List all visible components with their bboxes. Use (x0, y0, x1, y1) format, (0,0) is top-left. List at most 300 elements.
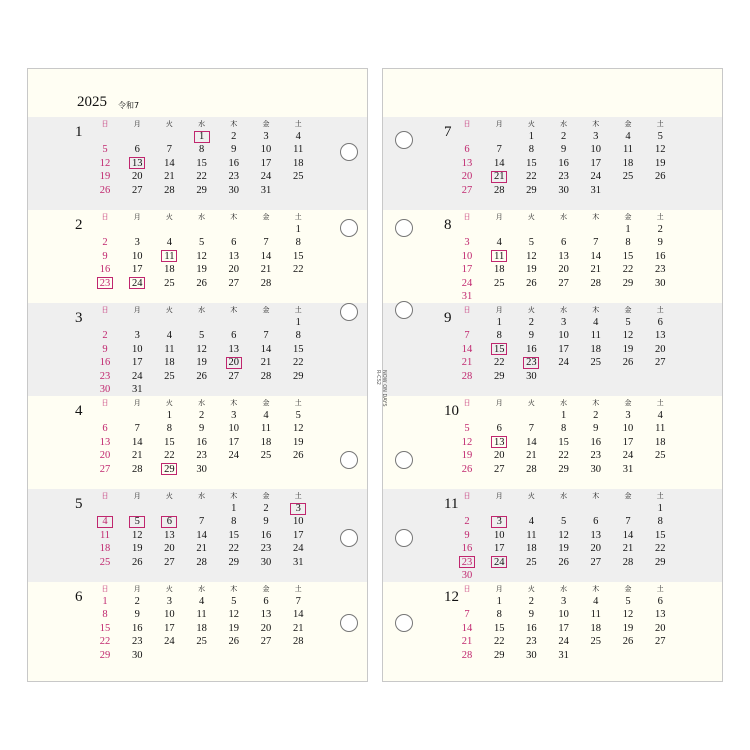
day-cell: 27 (228, 277, 240, 289)
day-cell: 26 (461, 463, 473, 475)
day-cell: 5 (134, 516, 140, 528)
day-cell: 6 (166, 516, 173, 528)
month-number: 12 (444, 589, 459, 605)
day-cell: 17 (131, 264, 143, 276)
left-page (27, 68, 368, 682)
day-cell: 12 (196, 343, 207, 355)
day-cell: 8 (496, 609, 502, 621)
day-cell: 11 (99, 529, 111, 541)
weekday-header: 火 (165, 492, 173, 500)
month-number: 8 (444, 217, 452, 233)
day-cell: 13 (558, 250, 569, 262)
weekday-header: 金 (624, 120, 632, 128)
day-cell: 27 (99, 463, 111, 475)
weekday-header: 火 (527, 492, 535, 500)
day-cell: 24 (292, 543, 304, 555)
day-cell: 22 (292, 357, 304, 369)
day-cell: 22 (164, 450, 175, 462)
day-cell: 28 (196, 556, 207, 568)
day-cell: 14 (292, 609, 304, 621)
day-cell: 22 (196, 171, 207, 183)
weekday-header: 木 (592, 213, 600, 221)
day-cell: 21 (260, 264, 272, 276)
weekday-header: 金 (624, 492, 632, 500)
day-cell: 31 (558, 649, 569, 661)
day-cell: 2 (231, 131, 237, 142)
day-cell: 16 (196, 436, 207, 448)
day-cell: 8 (166, 423, 173, 435)
day-cell: 21 (260, 357, 272, 369)
weekday-header: 木 (592, 306, 600, 314)
day-cell: 10 (622, 423, 634, 435)
day-cell: 9 (593, 423, 599, 435)
binder-ring-hole (340, 303, 358, 321)
day-cell: 12 (654, 144, 666, 156)
day-cell: 15 (292, 343, 304, 355)
day-cell: 7 (528, 423, 535, 435)
day-cell: 28 (131, 463, 143, 475)
day-cell: 16 (99, 357, 111, 369)
day-cell: 1 (657, 503, 663, 514)
weekday-header: 月 (495, 120, 503, 128)
month-number: 9 (444, 310, 452, 326)
weekday-header: 木 (230, 306, 238, 314)
weekday-header: 日 (101, 213, 109, 221)
day-cell: 2 (528, 596, 535, 607)
day-cell: 25 (590, 357, 602, 369)
day-cell: 5 (560, 516, 567, 528)
day-cell: 17 (164, 622, 175, 634)
binder-ring-hole (340, 614, 358, 632)
day-cell: 13 (590, 529, 602, 541)
day-cell: 21 (526, 450, 537, 462)
weekday-header: 木 (230, 585, 238, 593)
day-cell: 9 (198, 423, 205, 435)
brand-name: NOW ON DAYS (381, 370, 387, 407)
day-cell: 12 (196, 250, 207, 262)
weekday-header: 火 (165, 120, 173, 128)
day-cell: 9 (657, 237, 663, 249)
day-cell: 3 (134, 237, 140, 249)
day-cell: 4 (295, 131, 301, 142)
weekday-header: 金 (262, 120, 270, 128)
day-cell: 10 (131, 343, 143, 355)
weekday-header: 月 (133, 306, 141, 314)
day-cell: 21 (164, 171, 175, 183)
month-number: 11 (444, 496, 459, 512)
day-cell: 25 (164, 370, 175, 382)
day-cell: 23 (526, 636, 537, 648)
weekday-header: 木 (592, 492, 600, 500)
day-cell: 23 (654, 264, 666, 276)
day-cell: 19 (99, 171, 111, 183)
day-cell: 3 (295, 503, 301, 514)
day-cell: 14 (164, 157, 175, 169)
day-cell: 20 (654, 622, 666, 634)
month-number: 5 (75, 496, 83, 512)
day-cell: 4 (166, 330, 173, 342)
day-cell: 3 (134, 330, 140, 342)
weekday-header: 水 (560, 492, 568, 500)
weekday-header: 日 (101, 585, 109, 593)
day-cell: 17 (131, 357, 143, 369)
day-cell: 19 (622, 622, 634, 634)
day-cell: 4 (263, 410, 269, 421)
day-cell: 30 (590, 463, 602, 475)
day-cell: 23 (558, 171, 569, 183)
day-cell: 5 (231, 596, 237, 607)
day-cell: 4 (657, 410, 663, 421)
day-cell: 8 (102, 609, 108, 621)
day-cell: 1 (295, 317, 301, 328)
day-cell: 28 (260, 370, 272, 382)
day-cell: 5 (625, 596, 631, 607)
day-cell: 19 (461, 450, 473, 462)
day-cell: 19 (292, 436, 304, 448)
day-cell: 10 (131, 250, 143, 262)
weekday-header: 土 (656, 306, 664, 314)
day-cell: 14 (131, 436, 143, 448)
month-number: 6 (75, 589, 83, 605)
day-cell: 9 (560, 144, 567, 156)
day-cell: 28 (526, 463, 537, 475)
day-cell: 26 (131, 556, 143, 568)
day-cell: 2 (528, 317, 535, 328)
day-cell: 10 (461, 250, 473, 262)
binder-ring-hole (340, 219, 358, 237)
day-cell: 7 (198, 516, 205, 528)
weekday-header: 土 (294, 492, 302, 500)
binder-ring-hole (395, 301, 413, 319)
day-cell: 1 (295, 224, 301, 235)
day-cell: 26 (558, 556, 569, 568)
day-cell: 1 (496, 317, 502, 328)
day-cell: 18 (526, 543, 537, 555)
day-cell: 4 (593, 596, 599, 607)
day-cell: 6 (496, 423, 502, 435)
day-cell: 19 (196, 264, 207, 276)
day-cell: 16 (590, 436, 602, 448)
day-cell: 17 (622, 436, 634, 448)
day-cell: 16 (260, 529, 272, 541)
weekday-header: 木 (230, 120, 238, 128)
day-cell: 23 (228, 171, 240, 183)
day-cell: 20 (228, 264, 240, 276)
weekday-header: 金 (262, 585, 270, 593)
day-cell: 30 (228, 184, 240, 196)
day-cell: 5 (295, 410, 301, 421)
day-cell: 20 (131, 171, 143, 183)
day-cell: 16 (99, 264, 111, 276)
weekday-header: 月 (495, 492, 503, 500)
day-cell: 10 (292, 516, 304, 528)
weekday-header: 日 (463, 585, 471, 593)
day-cell: 24 (131, 277, 143, 289)
day-cell: 15 (526, 157, 537, 169)
day-cell: 4 (625, 131, 631, 142)
day-cell: 15 (292, 250, 304, 262)
weekday-header: 土 (294, 213, 302, 221)
weekday-header: 月 (495, 306, 503, 314)
day-cell: 20 (558, 264, 569, 276)
day-cell: 27 (164, 556, 175, 568)
day-cell: 10 (260, 144, 272, 156)
day-cell: 6 (657, 317, 663, 328)
day-cell: 12 (228, 609, 240, 621)
day-cell: 12 (558, 529, 569, 541)
day-cell: 9 (134, 609, 140, 621)
day-cell: 14 (461, 622, 473, 634)
day-cell: 19 (196, 357, 207, 369)
day-cell: 25 (99, 556, 111, 568)
day-cell: 7 (464, 330, 470, 342)
day-cell: 27 (558, 277, 569, 289)
day-cell: 27 (654, 357, 666, 369)
day-cell: 23 (526, 357, 537, 369)
weekday-header: 土 (294, 306, 302, 314)
day-cell: 24 (260, 171, 272, 183)
day-cell: 6 (231, 237, 237, 249)
day-cell: 19 (228, 622, 240, 634)
day-cell: 3 (625, 410, 631, 421)
day-cell: 27 (493, 463, 505, 475)
day-cell: 12 (622, 330, 634, 342)
day-cell: 28 (622, 556, 634, 568)
day-cell: 10 (228, 423, 240, 435)
day-cell: 15 (99, 622, 111, 634)
day-cell: 23 (131, 636, 143, 648)
day-cell: 26 (196, 370, 207, 382)
day-cell: 14 (590, 250, 602, 262)
day-cell: 21 (461, 636, 473, 648)
day-cell: 31 (292, 556, 304, 568)
weekday-header: 土 (656, 492, 664, 500)
day-cell: 31 (590, 184, 602, 196)
day-cell: 9 (464, 529, 470, 541)
day-cell: 2 (560, 131, 567, 142)
day-cell: 30 (99, 384, 111, 395)
weekday-header: 土 (656, 213, 664, 221)
day-cell: 19 (558, 543, 569, 555)
day-cell: 2 (102, 330, 108, 342)
day-cell: 5 (625, 317, 631, 328)
day-cell: 6 (102, 423, 108, 435)
day-cell: 10 (590, 144, 602, 156)
day-cell: 24 (131, 370, 143, 382)
day-cell: 20 (590, 543, 602, 555)
day-cell: 3 (263, 131, 269, 142)
day-cell: 4 (528, 516, 535, 528)
day-cell: 31 (260, 184, 272, 196)
day-cell: 16 (654, 250, 666, 262)
weekday-header: 水 (198, 585, 206, 593)
binder-ring-hole (395, 131, 413, 149)
brand-code: R-CS2 (375, 370, 381, 385)
day-cell: 3 (231, 410, 237, 421)
day-cell: 26 (526, 277, 537, 289)
day-cell: 18 (292, 157, 304, 169)
day-cell: 1 (625, 224, 631, 235)
day-cell: 16 (461, 543, 473, 555)
weekday-header: 月 (133, 120, 141, 128)
day-cell: 11 (164, 250, 175, 262)
day-cell: 7 (263, 330, 269, 342)
day-cell: 2 (263, 503, 269, 514)
day-cell: 28 (461, 370, 473, 382)
day-cell: 27 (654, 636, 666, 648)
day-cell: 3 (560, 596, 567, 607)
day-cell: 15 (493, 622, 505, 634)
day-cell: 12 (526, 250, 537, 262)
day-cell: 6 (593, 516, 599, 528)
day-cell: 18 (164, 357, 175, 369)
weekday-header: 火 (527, 120, 535, 128)
weekday-header: 月 (495, 585, 503, 593)
day-cell: 21 (622, 543, 634, 555)
day-cell: 23 (461, 556, 473, 568)
day-cell: 18 (196, 622, 207, 634)
day-cell: 5 (464, 423, 470, 435)
binder-ring-hole (395, 219, 413, 237)
day-cell: 29 (526, 184, 537, 196)
day-cell: 13 (461, 157, 473, 169)
day-cell: 19 (526, 264, 537, 276)
day-cell: 7 (263, 237, 269, 249)
day-cell: 26 (292, 450, 304, 462)
day-cell: 9 (231, 144, 237, 156)
day-cell: 24 (558, 357, 569, 369)
day-cell: 23 (590, 450, 602, 462)
day-cell: 25 (292, 171, 304, 183)
day-cell: 13 (99, 436, 111, 448)
weekday-header: 日 (463, 399, 471, 407)
day-cell: 23 (99, 277, 111, 289)
day-cell: 25 (526, 556, 537, 568)
day-cell: 18 (590, 622, 602, 634)
weekday-header: 月 (495, 399, 503, 407)
weekday-header: 火 (527, 213, 535, 221)
day-cell: 1 (102, 596, 108, 607)
day-cell: 25 (260, 450, 272, 462)
day-cell: 13 (228, 250, 240, 262)
weekday-header: 月 (133, 492, 141, 500)
day-cell: 29 (622, 277, 634, 289)
day-cell: 22 (654, 543, 666, 555)
weekday-header: 月 (133, 585, 141, 593)
day-cell: 18 (590, 343, 602, 355)
day-cell: 15 (164, 436, 175, 448)
day-cell: 21 (461, 357, 473, 369)
day-cell: 18 (654, 436, 666, 448)
day-cell: 12 (292, 423, 304, 435)
day-cell: 17 (461, 264, 473, 276)
day-cell: 2 (464, 516, 470, 528)
month-number: 3 (75, 310, 83, 326)
day-cell: 21 (292, 622, 304, 634)
weekday-header: 日 (463, 306, 471, 314)
day-cell: 13 (164, 529, 175, 541)
day-cell: 19 (131, 543, 143, 555)
era-label: 令和7 (118, 101, 140, 110)
day-cell: 1 (560, 410, 567, 421)
weekday-header: 月 (133, 399, 141, 407)
weekday-header: 火 (165, 213, 173, 221)
weekday-header: 水 (198, 306, 206, 314)
day-cell: 8 (560, 423, 567, 435)
day-cell: 27 (228, 370, 240, 382)
day-cell: 21 (493, 171, 505, 183)
day-cell: 7 (134, 423, 140, 435)
month-number: 1 (75, 124, 83, 140)
day-cell: 1 (528, 131, 535, 142)
day-cell: 4 (593, 317, 599, 328)
day-cell: 21 (131, 450, 143, 462)
weekday-header: 金 (262, 306, 270, 314)
day-cell: 29 (493, 649, 505, 661)
day-cell: 22 (622, 264, 634, 276)
day-cell: 9 (263, 516, 269, 528)
day-cell: 25 (493, 277, 505, 289)
day-cell: 8 (528, 144, 535, 156)
weekday-header: 水 (560, 306, 568, 314)
day-cell: 18 (622, 157, 634, 169)
day-cell: 5 (198, 237, 205, 249)
month-number: 7 (444, 124, 452, 140)
day-cell: 30 (260, 556, 272, 568)
day-cell: 8 (295, 237, 301, 249)
day-cell: 29 (228, 556, 240, 568)
day-cell: 24 (590, 171, 602, 183)
day-cell: 24 (461, 277, 473, 289)
day-cell: 17 (493, 543, 505, 555)
weekday-header: 金 (262, 492, 270, 500)
month-number: 2 (75, 217, 83, 233)
day-cell: 30 (131, 649, 143, 661)
day-cell: 14 (526, 436, 537, 448)
day-cell: 16 (526, 622, 537, 634)
weekday-header: 土 (294, 585, 302, 593)
day-cell: 3 (464, 237, 470, 249)
day-cell: 25 (590, 636, 602, 648)
weekday-header: 日 (101, 306, 109, 314)
day-cell: 20 (461, 171, 473, 183)
day-cell: 31 (622, 463, 634, 475)
day-cell: 17 (260, 157, 272, 169)
day-cell: 2 (134, 596, 140, 607)
day-cell: 16 (526, 343, 537, 355)
weekday-header: 火 (165, 399, 173, 407)
day-cell: 22 (99, 636, 111, 648)
day-cell: 24 (622, 450, 634, 462)
day-cell: 24 (164, 636, 175, 648)
day-cell: 6 (263, 596, 269, 607)
day-cell: 10 (558, 330, 569, 342)
day-cell: 20 (164, 543, 175, 555)
right-page (375, 68, 723, 682)
day-cell: 30 (526, 649, 537, 661)
day-cell: 12 (461, 436, 473, 448)
day-cell: 2 (657, 224, 663, 235)
day-cell: 9 (528, 330, 535, 342)
day-cell: 21 (196, 543, 207, 555)
day-cell: 11 (526, 529, 537, 541)
day-cell: 24 (228, 450, 240, 462)
weekday-header: 月 (133, 213, 141, 221)
day-cell: 8 (625, 237, 631, 249)
day-cell: 6 (657, 596, 663, 607)
day-cell: 14 (196, 529, 207, 541)
day-cell: 15 (493, 343, 505, 355)
